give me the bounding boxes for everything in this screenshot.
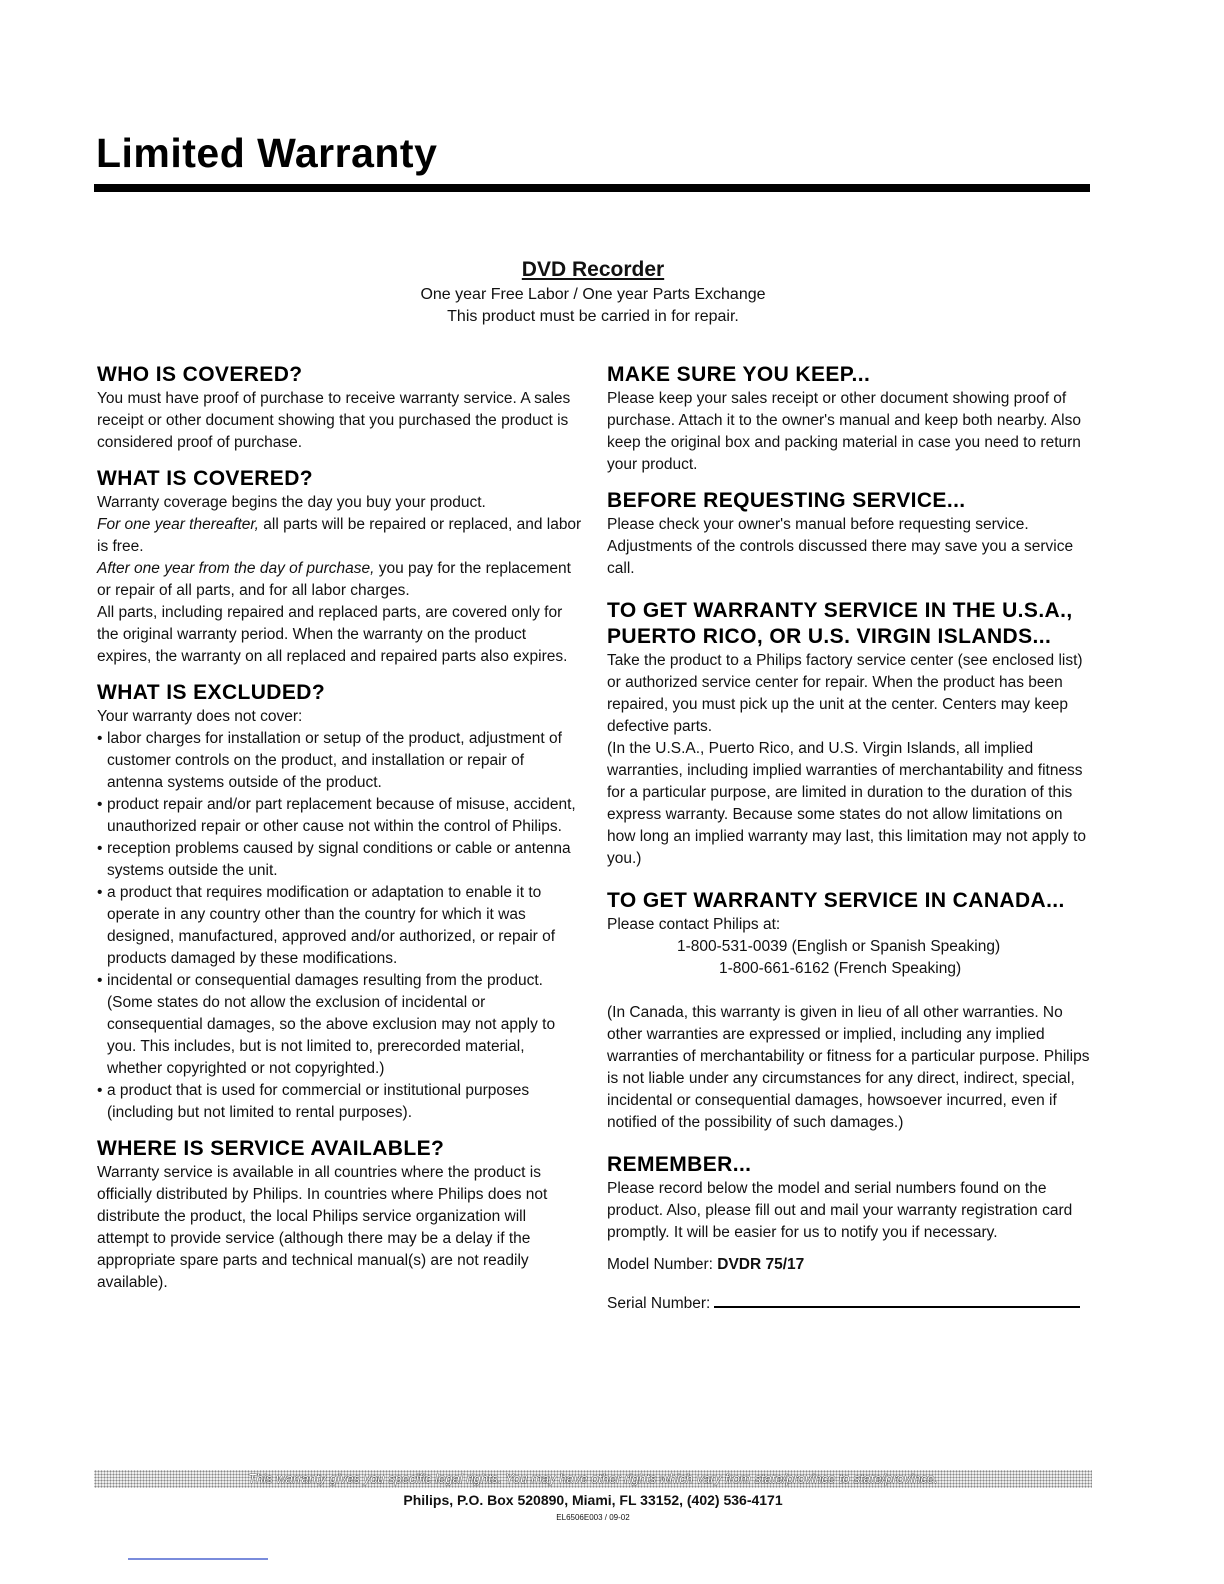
left-column bbox=[97, 362, 582, 1294]
section-text: Warranty service is available in all countries where the product is officially distributed by Philips. In countries where Philips does not distribute the product, the local Philips service organization will attempt to provide service (although there may be a delay if the appropriate spare parts and technical manual(s) are not readily available). bbox=[97, 1164, 548, 1291]
where-is-service-section bbox=[97, 1136, 582, 1294]
usa-service-section bbox=[607, 598, 1092, 870]
section-heading: REMEMBER... bbox=[607, 1153, 752, 1176]
bottom-rule bbox=[128, 1558, 268, 1560]
section-heading: WHAT IS COVERED? bbox=[97, 467, 314, 490]
section-text bbox=[97, 558, 582, 602]
list-item: • reception problems caused by signal conditions or cable or antenna systems outside the unit. bbox=[97, 838, 582, 882]
list-item: • a product that requires modification or adaptation to enable it to operate in any country other than the country for which it was designed, manufactured, approved and/or authorized, or repair of products damaged by these modifications. bbox=[97, 882, 582, 970]
legal-rights-notice: This warranty gives you specific legal rights. You may have other rights which vary from state/province to state/province. bbox=[248, 1471, 938, 1486]
model-number-row bbox=[607, 1254, 1092, 1276]
list-item: • a product that is used for commercial or institutional purposes (including but not limited to rental purposes). bbox=[97, 1080, 582, 1124]
remember-section bbox=[607, 1152, 1092, 1315]
what-is-covered-section bbox=[97, 466, 582, 668]
what-is-excluded-section bbox=[97, 680, 582, 1124]
phone-french: 1-800-661-6162 (French Speaking) bbox=[719, 960, 962, 977]
section-text: Please record below the model and serial numbers found on the product. Also, please fill out and mail your warranty registration card promptly. It will be easier for us to notify you if necessary. bbox=[607, 1180, 1073, 1241]
section-heading: MAKE SURE YOU KEEP... bbox=[607, 363, 871, 386]
who-is-covered-section bbox=[97, 362, 582, 454]
exclusion-list bbox=[97, 728, 582, 1124]
product-header bbox=[0, 256, 1186, 328]
section-text: Please contact Philips at: bbox=[607, 916, 781, 933]
make-sure-section bbox=[607, 362, 1092, 476]
product-name: DVD Recorder bbox=[521, 258, 665, 281]
section-text: You must have proof of purchase to receive warranty service. A sales receipt or other document showing that you purchased the product is considered proof of purchase. bbox=[97, 390, 571, 451]
list-item: • product repair and/or part replacement because of misuse, accident, unauthorized repair or other cause not within the control of Philips. bbox=[97, 794, 582, 838]
model-number-value: DVDR 75/17 bbox=[717, 1256, 805, 1273]
section-text: you pay for the replacement or repair of all parts, and for all labor charges. bbox=[97, 560, 571, 599]
document-code: EL6506E003 / 09-02 bbox=[556, 1513, 630, 1522]
page-title: Limited Warranty bbox=[96, 130, 438, 176]
section-heading: TO GET WARRANTY SERVICE IN THE U.S.A., PUERTO RICO, OR U.S. VIRGIN ISLANDS... bbox=[607, 599, 1073, 648]
section-heading: WHERE IS SERVICE AVAILABLE? bbox=[97, 1137, 445, 1160]
serial-number-blank bbox=[714, 1290, 1080, 1308]
section-heading: BEFORE REQUESTING SERVICE... bbox=[607, 489, 966, 512]
section-text: Please check your owner's manual before requesting service. Adjustments of the controls discussed there may save you a service call. bbox=[607, 516, 1074, 577]
section-text: Please keep your sales receipt or other document showing proof of purchase. Attach it to the owner's manual and keep both nearby. Also keep the original box and packing material in case you need to return your product. bbox=[607, 390, 1081, 473]
section-text: Take the product to a Philips factory service center (see enclosed list) or authorized service center for repair. When the product has been repaired, you must pick up the unit at the center. Centers may keep defective parts. bbox=[607, 652, 1083, 735]
emphasis-text: After one year from the day of purchase, bbox=[97, 560, 375, 577]
list-item: • incidental or consequential damages resulting from the product. (Some states do not allow the exclusion of incidental or consequential damages, so the above exclusion may not apply to you. This includes, but is not limited to, prerecorded material, whether copyrighted or not copyrighted.) bbox=[97, 970, 582, 1080]
company-address: Philips, P.O. Box 520890, Miami, FL 33152, (402) 536-4171 bbox=[403, 1492, 783, 1508]
coverage-terms: One year Free Labor / One year Parts Exchange bbox=[420, 286, 766, 303]
section-text: all parts will be repaired or replaced, and labor is free. bbox=[97, 516, 582, 555]
section-text: Your warranty does not cover: bbox=[97, 708, 303, 725]
section-text: Warranty coverage begins the day you buy your product. bbox=[97, 494, 486, 511]
carry-in-note: This product must be carried in for repair. bbox=[447, 308, 739, 325]
section-text: All parts, including repaired and replaced parts, are covered only for the original warranty period. When the warranty on the product expires, the warranty on all replaced and repaired parts also expires. bbox=[97, 604, 568, 665]
title-rule bbox=[94, 184, 1090, 192]
phone-english-spanish: 1-800-531-0039 (English or Spanish Speaking) bbox=[677, 938, 1001, 955]
model-number-label: Model Number: bbox=[607, 1256, 718, 1273]
section-text bbox=[97, 514, 582, 558]
section-heading: TO GET WARRANTY SERVICE IN CANADA... bbox=[607, 889, 1065, 912]
canada-service-section bbox=[607, 888, 1092, 1134]
section-heading: WHAT IS EXCLUDED? bbox=[97, 681, 326, 704]
right-column bbox=[607, 362, 1092, 1315]
list-item: • labor charges for installation or setup of the product, adjustment of customer controls on the product, and installation or repair of antenna systems outside of the product. bbox=[97, 728, 582, 794]
before-requesting-section bbox=[607, 488, 1092, 580]
section-text: (In Canada, this warranty is given in lieu of all other warranties. No other warranties are expressed or implied, including any implied warranties of merchantability or fitness for a particular purpose. Philips is not liable under any circumstances for any direct, indirect, special, incidental or consequential damages, howsoever incurred, even if notified of the possibility of such damages.) bbox=[607, 1004, 1090, 1131]
serial-number-row bbox=[607, 1290, 1092, 1315]
serial-number-label: Serial Number: bbox=[607, 1295, 711, 1312]
section-text: (In the U.S.A., Puerto Rico, and U.S. Virgin Islands, all implied warranties, including implied warranties of merchantability and fitness for a particular purpose, are limited in duration to the duration of this express warranty. Because some states do not allow limitations on how long an implied warranty may last, this limitation may not apply to you.) bbox=[607, 740, 1086, 867]
emphasis-text: For one year thereafter, bbox=[97, 516, 259, 533]
section-heading: WHO IS COVERED? bbox=[97, 363, 303, 386]
